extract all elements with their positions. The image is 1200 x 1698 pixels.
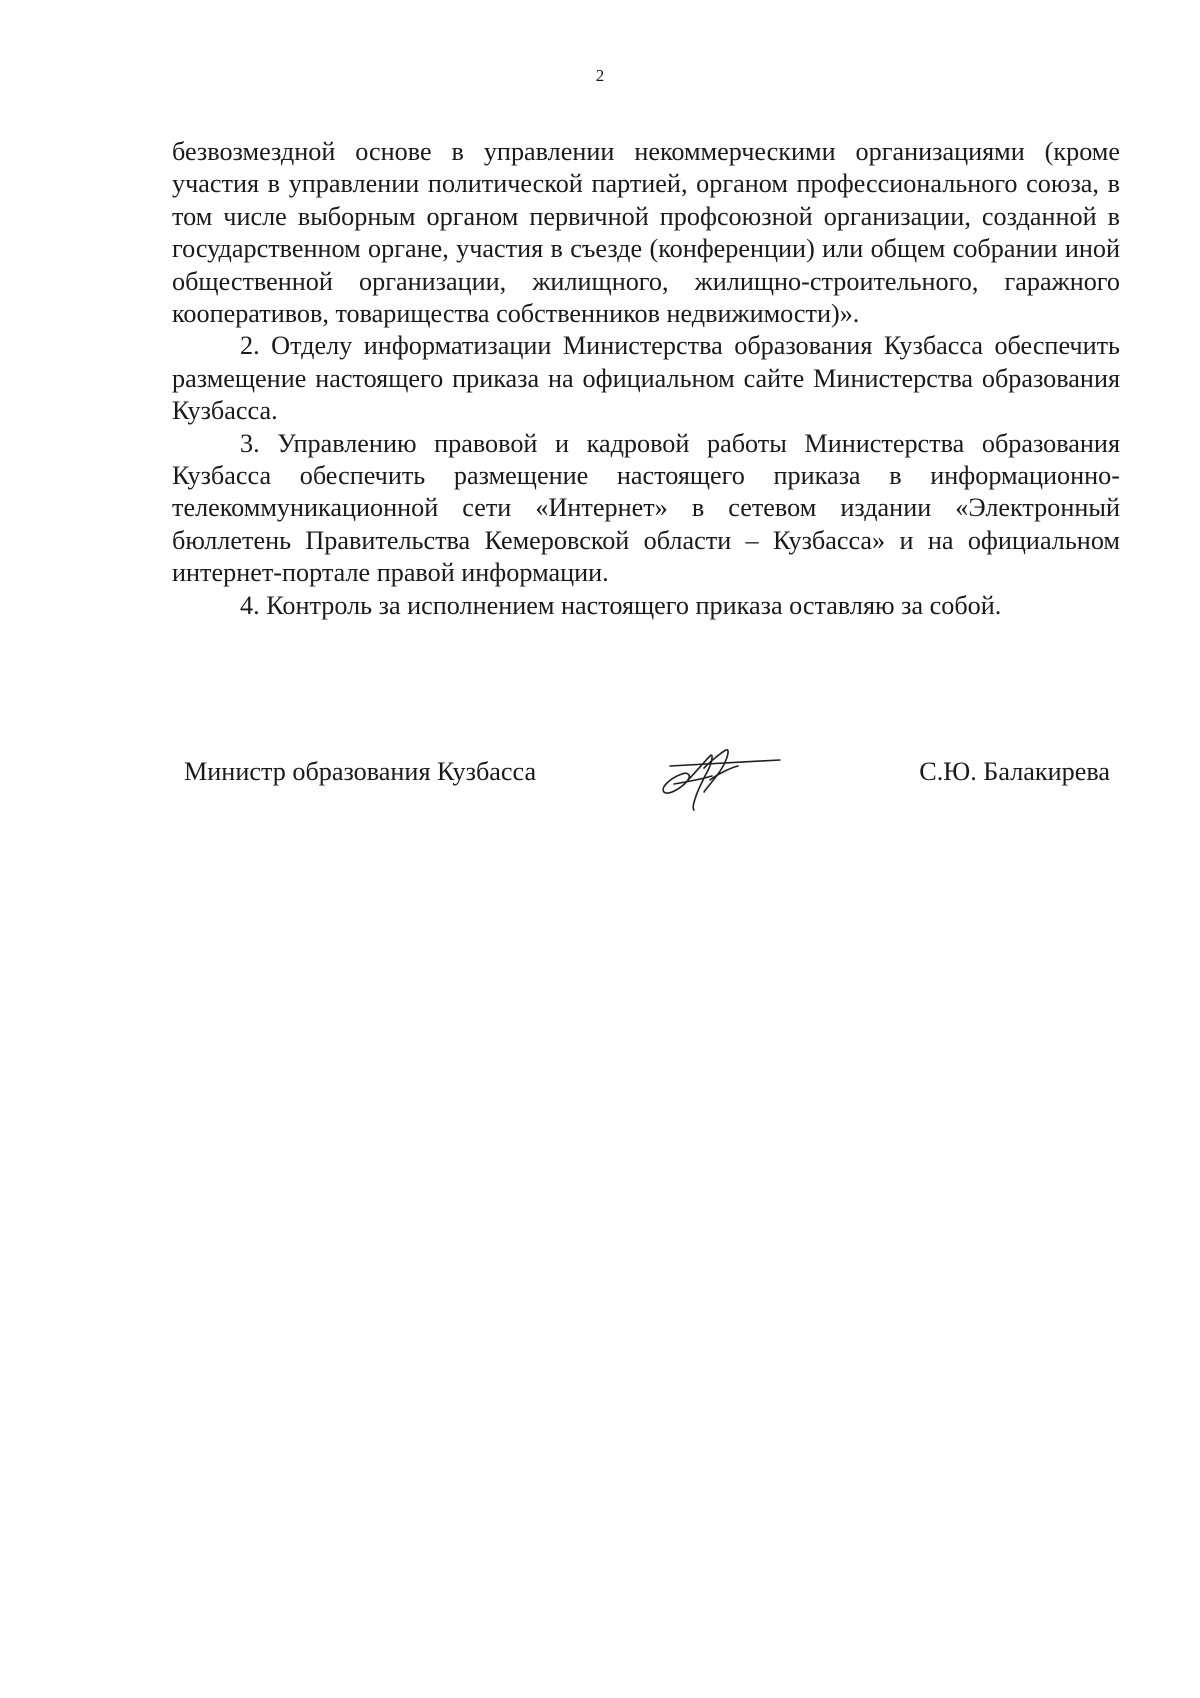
paragraph-item-2: 2. Отделу информатизации Министерства образования Кузбасса обеспечить размещение настоящего приказа на официальном сайте Министерства образования Кузбасса. <box>172 331 1120 426</box>
signature-block <box>0 744 1200 824</box>
paragraph-continuation: безвозмездной основе в управлении некоммерческими организациями (кроме участия в управлении политической партией, органом профессионального союза, в том числе выборным органом первичной профсоюзной организации, созданной в государственном органе, участия в съезде (конференции) или общем собрании иной общественной организации, жилищного, жилищно-строительного, гаражного кооперативов, товарищества собственников недвижимости)». <box>172 137 1120 329</box>
document-body <box>172 136 1120 622</box>
signatory-title: Министр образования Кузбасса <box>184 757 537 786</box>
handwritten-signature <box>652 744 784 812</box>
paragraph-item-4: 4. Контроль за исполнением настоящего приказа оставляю за собой. <box>240 590 1002 620</box>
signatory-name: С.Ю. Балакирева <box>919 757 1110 786</box>
page-number: 2 <box>595 66 605 85</box>
paragraph-item-3: 3. Управлению правовой и кадровой работы Министерства образования Кузбасса обеспечить размещение настоящего приказа в информационно-телекоммуникационной сети «Интернет» в сетевом издании «Электронный бюллетень Правительства Кемеровской области – Кузбасса» и на официальном интернет-портале правой информации. <box>172 428 1120 588</box>
